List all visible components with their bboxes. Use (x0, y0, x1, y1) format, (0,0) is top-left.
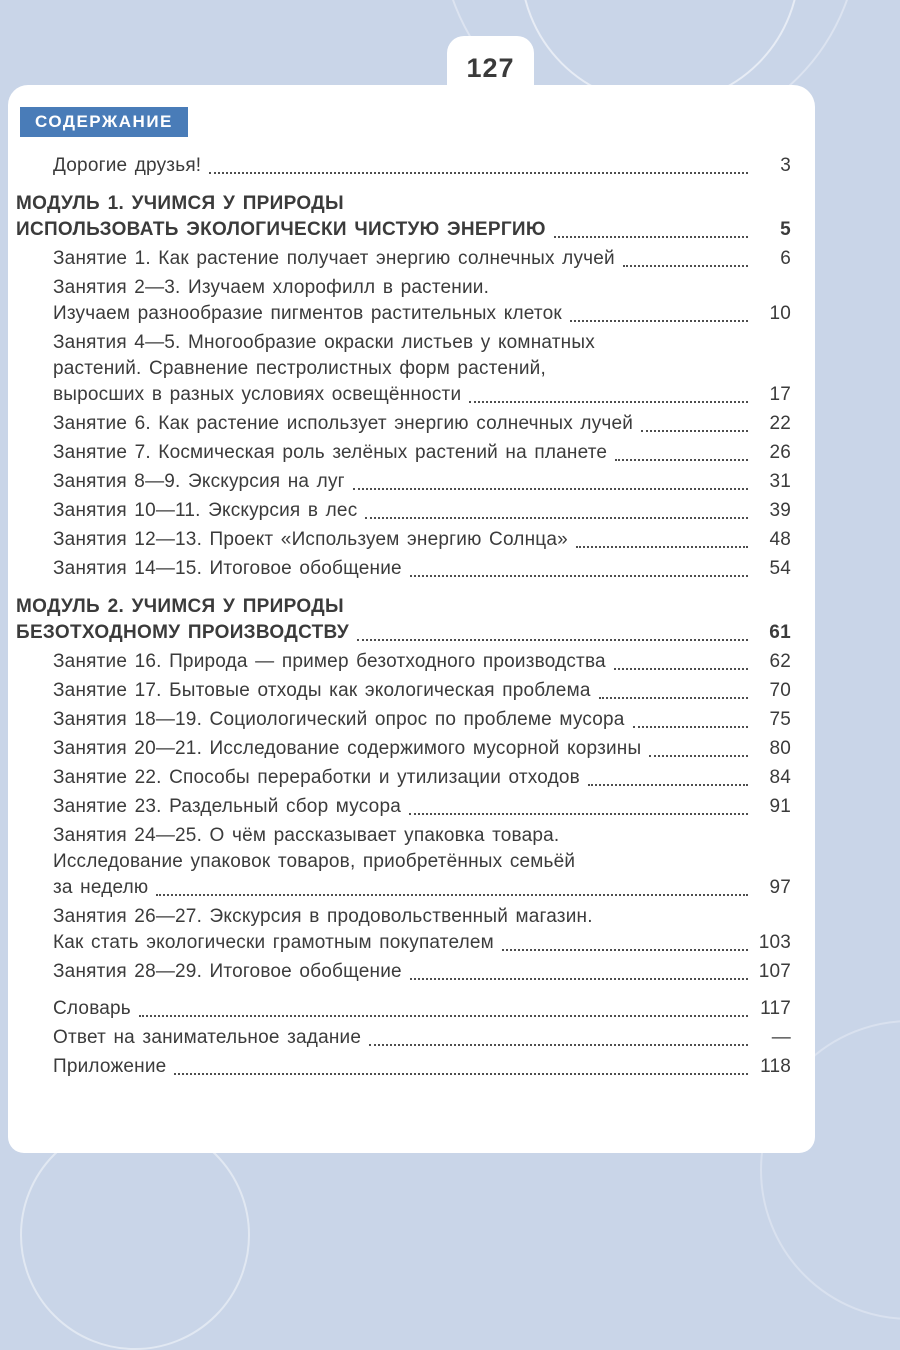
dot-leader (174, 1073, 748, 1075)
toc-module-entry (16, 191, 791, 243)
dot-leader (649, 755, 748, 757)
toc-entry-text: Дорогие друзья! (53, 155, 202, 176)
toc-module-entry (16, 594, 791, 646)
toc-page-number: 91 (769, 796, 791, 817)
toc-entry-text: Занятие 17. Бытовые отходы как экологическая проблема (53, 680, 591, 701)
toc-entry (16, 794, 791, 820)
toc-page-number: 54 (769, 558, 791, 579)
dot-leader (570, 320, 748, 322)
dot-leader (469, 401, 748, 403)
toc-line (53, 330, 791, 356)
toc-entry-text: Занятия 2—3. Изучаем хлорофилл в растении. (53, 277, 490, 298)
toc-entry-text: Занятия 12—13. Проект «Используем энергию Солнца» (53, 529, 568, 550)
toc-entry-text: Ответ на занимательное задание (53, 1027, 362, 1048)
toc-entry (16, 246, 791, 272)
toc-entry-text: Приложение (53, 1056, 167, 1077)
toc-page-number: 117 (760, 998, 791, 1019)
toc-entry-text: Занятия 20—21. Исследование содержимого мусорной корзины (53, 738, 642, 759)
dot-leader (615, 459, 748, 461)
toc-page-number: 48 (769, 529, 791, 550)
toc-entry-text: Занятие 22. Способы переработки и утилизации отходов (53, 767, 580, 788)
toc-line (53, 556, 791, 582)
toc-line (53, 440, 791, 466)
toc-entry-text: Занятие 7. Космическая роль зелёных растений на планете (53, 442, 608, 463)
toc-entry-text: Занятие 1. Как растение получает энергию солнечных лучей (53, 248, 615, 269)
toc-page-number: 39 (769, 500, 791, 521)
toc-page-number: 107 (758, 961, 791, 982)
toc-line (53, 382, 791, 408)
toc-entry (16, 904, 791, 956)
toc-page-number: 84 (769, 767, 791, 788)
toc-entry-text: растений. Сравнение пестролистных форм растений, (53, 358, 546, 379)
toc-page-number: 75 (769, 709, 791, 730)
toc-entry-text: Словарь (53, 998, 131, 1019)
toc-entry-text: ИСПОЛЬЗОВАТЬ ЭКОЛОГИЧЕСКИ ЧИСТУЮ ЭНЕРГИЮ (16, 219, 546, 240)
toc-line (53, 904, 791, 930)
toc-entry (16, 1025, 791, 1051)
dot-leader (614, 668, 748, 670)
dot-leader (209, 172, 748, 174)
dot-leader (554, 236, 748, 238)
toc-entry (16, 707, 791, 733)
toc-entry-text: МОДУЛЬ 2. УЧИМСЯ У ПРИРОДЫ (16, 596, 344, 617)
toc-page-number: 26 (769, 442, 791, 463)
toc-line (53, 959, 791, 985)
toc-page-number: 17 (769, 384, 791, 405)
toc-page-number: 22 (769, 413, 791, 434)
dot-leader (369, 1044, 748, 1046)
toc-line (53, 794, 791, 820)
toc-entry (16, 678, 791, 704)
toc-line (53, 153, 791, 179)
toc-entry-text: Занятие 6. Как растение использует энергию солнечных лучей (53, 413, 634, 434)
toc-entry (16, 556, 791, 582)
book-page (8, 85, 815, 1153)
toc-page-number: 103 (758, 932, 791, 953)
toc-entry (16, 498, 791, 524)
toc-line (53, 765, 791, 791)
dot-leader (502, 949, 748, 951)
toc-entry (16, 959, 791, 985)
toc-page-number: 70 (769, 680, 791, 701)
toc-line (53, 275, 791, 301)
toc-page-number: 3 (780, 155, 791, 176)
toc-line (53, 1054, 791, 1080)
dot-leader (139, 1015, 748, 1017)
toc-page-number: 80 (769, 738, 791, 759)
toc-entry (16, 469, 791, 495)
toc-entry (16, 765, 791, 791)
toc-entry (16, 440, 791, 466)
toc-line (53, 246, 791, 272)
toc-line (53, 930, 791, 956)
toc-entry (16, 330, 791, 408)
toc-entry-text: Занятия 14—15. Итоговое обобщение (53, 558, 402, 579)
toc-entry-text: БЕЗОТХОДНОМУ ПРОИЗВОДСТВУ (16, 622, 349, 643)
toc-line (16, 594, 791, 620)
decorative-circle (20, 1120, 250, 1350)
toc-line (53, 996, 791, 1022)
toc-line (53, 301, 791, 327)
dot-leader (633, 726, 748, 728)
dot-leader (588, 784, 748, 786)
dot-leader (623, 265, 748, 267)
toc-line (53, 736, 791, 762)
dot-leader (641, 430, 748, 432)
toc-line (53, 469, 791, 495)
toc-page-number: — (771, 1027, 791, 1048)
toc-entry-text: за неделю (53, 877, 149, 898)
dot-leader (410, 978, 748, 980)
toc-line (53, 356, 791, 382)
contents-header-label: СОДЕРЖАНИЕ (35, 112, 173, 131)
toc-entry (16, 275, 791, 327)
toc-entry-text: Занятие 23. Раздельный сбор мусора (53, 796, 401, 817)
toc-entry-text: МОДУЛЬ 1. УЧИМСЯ У ПРИРОДЫ (16, 193, 344, 214)
toc-line (16, 191, 791, 217)
toc-page-number: 97 (769, 877, 791, 898)
toc-page-number: 62 (769, 651, 791, 672)
toc-entry-text: Исследование упаковок товаров, приобретённых семьёй (53, 851, 576, 872)
toc-line (16, 217, 791, 243)
toc-entry-text: Занятия 18—19. Социологический опрос по проблеме мусора (53, 709, 625, 730)
toc-entry-text: Изучаем разнообразие пигментов растительных клеток (53, 303, 562, 324)
dot-leader (409, 813, 748, 815)
toc-entry (16, 153, 791, 179)
toc-entry (16, 527, 791, 553)
toc-line (53, 849, 791, 875)
toc-entry (16, 649, 791, 675)
toc-page-number: 118 (760, 1056, 791, 1077)
toc-line (53, 1025, 791, 1051)
dot-leader (365, 517, 748, 519)
dot-leader (353, 488, 748, 490)
toc-entry (16, 823, 791, 901)
toc-entry-text: Занятия 4—5. Многообразие окраски листьев у комнатных (53, 332, 595, 353)
toc-line (53, 823, 791, 849)
toc-entry-text: Занятия 10—11. Экскурсия в лес (53, 500, 358, 521)
toc-entry-text: выросших в разных условиях освещённости (53, 384, 462, 405)
toc-entry (16, 411, 791, 437)
dot-leader (410, 575, 748, 577)
toc-entry (16, 1054, 791, 1080)
toc-line (16, 620, 791, 646)
toc-entry-text: Занятия 28—29. Итоговое обобщение (53, 961, 402, 982)
toc-entry-text: Занятия 24—25. О чём рассказывает упаковка товара. (53, 825, 560, 846)
toc-entry-text: Как стать экологически грамотным покупателем (53, 932, 494, 953)
dot-leader (357, 639, 748, 641)
toc-page-number: 61 (769, 622, 791, 643)
toc-entry (16, 736, 791, 762)
toc-line (53, 875, 791, 901)
toc-page-number: 10 (769, 303, 791, 324)
toc-page-number: 6 (780, 248, 791, 269)
toc-page-number: 31 (769, 471, 791, 492)
toc-line (53, 707, 791, 733)
toc-entry-text: Занятие 16. Природа — пример безотходного производства (53, 651, 606, 672)
toc-line (53, 527, 791, 553)
dot-leader (576, 546, 748, 548)
toc-entry-text: Занятия 26—27. Экскурсия в продовольственный магазин. (53, 906, 593, 927)
toc-line (53, 678, 791, 704)
dot-leader (599, 697, 748, 699)
dot-leader (156, 894, 748, 896)
toc-line (53, 649, 791, 675)
toc-page-number: 5 (780, 219, 791, 240)
toc-line (53, 411, 791, 437)
toc-entry-text: Занятия 8—9. Экскурсия на луг (53, 471, 345, 492)
toc-entry (16, 996, 791, 1022)
toc-list (16, 153, 791, 1080)
toc-line (53, 498, 791, 524)
page-number: 127 (466, 52, 515, 83)
contents-header (20, 107, 188, 137)
